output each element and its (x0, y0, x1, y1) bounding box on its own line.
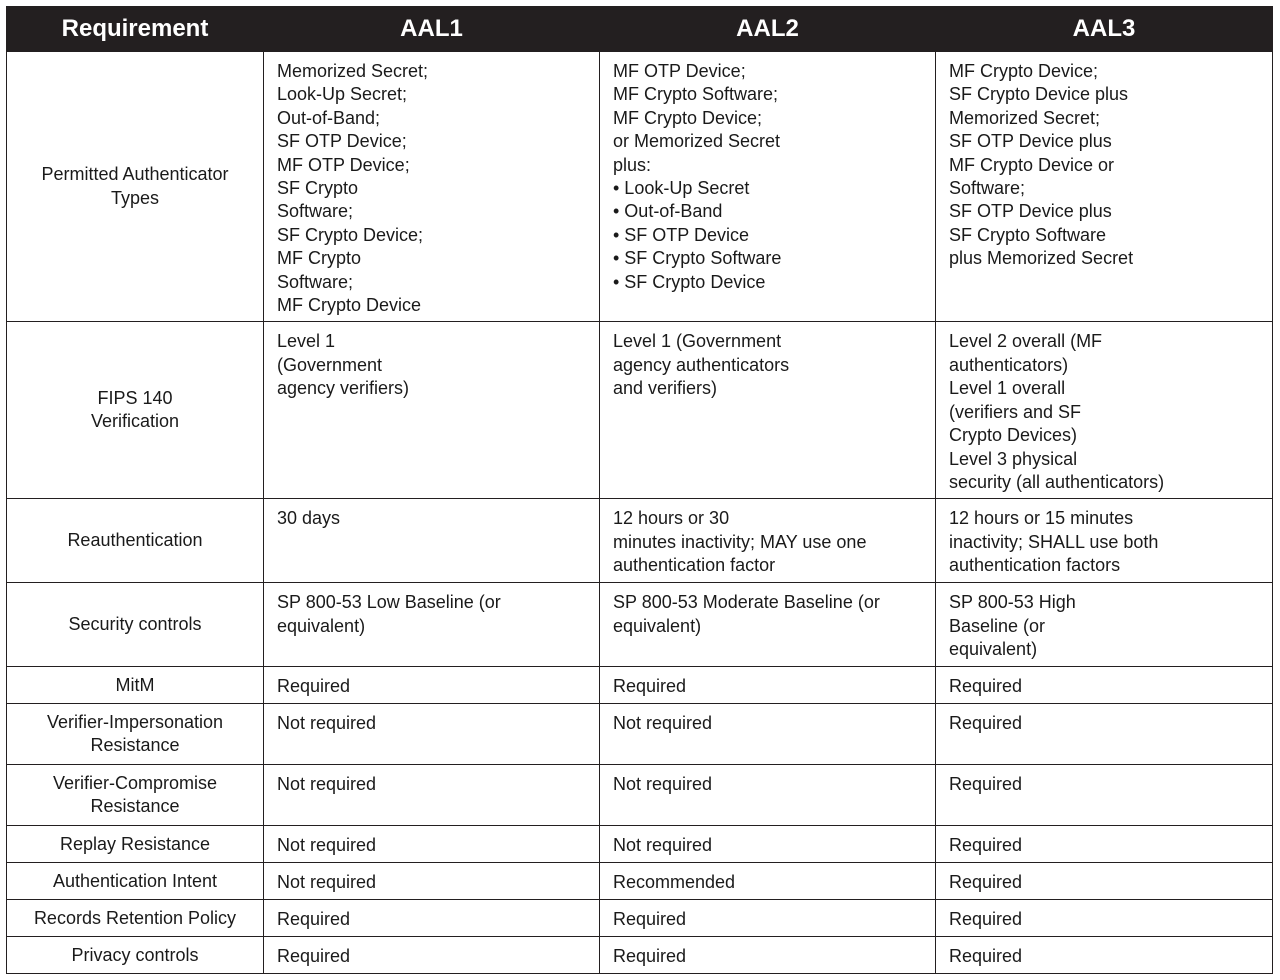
cell-line: Software; (277, 271, 354, 292)
cell-aal2 (600, 900, 936, 937)
cell-line: Required (949, 774, 1023, 795)
cell-line: Software; (277, 201, 354, 222)
cell-requirement (7, 826, 264, 863)
cell-line: SP 800-53 Low Baseline (or (277, 592, 501, 613)
cell-aal1 (264, 322, 600, 499)
cell-line: • SF Crypto Software (613, 248, 782, 269)
cell-aal3 (936, 704, 1273, 765)
cell-line: Records Retention Policy (33, 907, 237, 928)
cell-requirement (7, 863, 264, 900)
cell-line: Required (949, 835, 1023, 856)
table-row (7, 322, 1273, 499)
cell-line: Not required (613, 774, 713, 795)
cell-line: Not required (277, 774, 377, 795)
cell-line: Crypto Devices) (949, 425, 1078, 446)
header-aal2: AAL2 (600, 7, 936, 52)
cell-line: Verifier-Compromise (52, 773, 218, 794)
cell-line: Reauthentication (67, 530, 203, 551)
cell-line: Required (277, 946, 351, 967)
cell-aal3 (936, 765, 1273, 826)
cell-line: SF OTP Device plus (949, 131, 1112, 152)
cell-aal1 (264, 704, 600, 765)
cell-line: authentication factors (949, 555, 1121, 576)
cell-line: Out-of-Band; (277, 107, 381, 128)
cell-line: 30 days (277, 508, 341, 529)
cell-line: inactivity; SHALL use both (949, 531, 1159, 552)
cell-line: Required (949, 713, 1023, 734)
cell-aal1 (264, 765, 600, 826)
cell-line: Memorized Secret; (949, 107, 1101, 128)
cell-line: Level 1 overall (949, 378, 1066, 399)
cell-line: Baseline (or (949, 615, 1046, 636)
cell-aal1 (264, 900, 600, 937)
cell-line: Not required (277, 835, 377, 856)
table-row (7, 704, 1273, 765)
cell-aal2 (600, 826, 936, 863)
cell-line: Required (613, 946, 687, 967)
cell-requirement (7, 52, 264, 322)
cell-line: Required (277, 676, 351, 697)
cell-aal2 (600, 765, 936, 826)
cell-aal1 (264, 667, 600, 704)
cell-requirement (7, 499, 264, 583)
cell-line: Security controls (68, 614, 202, 635)
cell-aal2 (600, 704, 936, 765)
cell-line: Look-Up Secret; (277, 84, 408, 105)
cell-line: minutes inactivity; MAY use one (613, 531, 867, 552)
table-row (7, 499, 1273, 583)
cell-line: MF OTP Device; (613, 61, 746, 81)
table-row (7, 583, 1273, 667)
cell-line: Required (949, 946, 1023, 967)
cell-aal3 (936, 900, 1273, 937)
table-header (7, 7, 1273, 52)
cell-aal3 (936, 863, 1273, 900)
cell-line: (Government (277, 354, 383, 375)
table-row (7, 900, 1273, 937)
cell-requirement (7, 765, 264, 826)
cell-aal2 (600, 322, 936, 499)
cell-line: Recommended (613, 872, 736, 893)
cell-line: MF Crypto Device (277, 295, 422, 316)
cell-line: SP 800-53 High (949, 592, 1076, 613)
cell-aal3 (936, 52, 1273, 322)
cell-line: Not required (613, 835, 713, 856)
cell-line: Level 2 overall (MF (949, 331, 1103, 352)
header-aal3: AAL3 (936, 7, 1273, 52)
header-aal1: AAL1 (264, 7, 600, 52)
table-row (7, 937, 1273, 974)
cell-line: SP 800-53 Moderate Baseline (or (613, 592, 880, 613)
cell-requirement (7, 937, 264, 974)
cell-line: plus: (613, 154, 652, 175)
cell-requirement (7, 704, 264, 765)
cell-line: SF Crypto (277, 178, 359, 199)
cell-line: Verifier-Impersonation (46, 712, 224, 733)
cell-aal3 (936, 583, 1273, 667)
cell-line: SF OTP Device plus (949, 201, 1112, 222)
cell-line: • Look-Up Secret (613, 178, 750, 199)
table-row (7, 826, 1273, 863)
cell-aal2 (600, 667, 936, 704)
cell-line: Level 3 physical (949, 448, 1078, 469)
cell-aal3 (936, 322, 1273, 499)
cell-line: equivalent) (949, 639, 1038, 660)
table-row (7, 863, 1273, 900)
cell-line: • Out-of-Band (613, 201, 723, 222)
cell-line: • SF Crypto Device (613, 271, 766, 292)
cell-line: MF Crypto (277, 248, 362, 269)
cell-line: and verifiers) (613, 378, 718, 399)
aal-requirements-table (6, 6, 1273, 974)
cell-line: MF Crypto Device; (613, 107, 763, 128)
cell-aal1 (264, 52, 600, 322)
cell-line: Replay Resistance (59, 833, 211, 854)
cell-line: (verifiers and SF (949, 401, 1082, 422)
table-body (7, 52, 1273, 974)
cell-line: MF Crypto Software; (613, 84, 779, 105)
cell-aal3 (936, 667, 1273, 704)
cell-line: Level 1 (Government (613, 331, 782, 352)
cell-aal1 (264, 499, 600, 583)
cell-line: authenticators) (949, 354, 1069, 375)
table-row (7, 667, 1273, 704)
header-requirement: Requirement (7, 7, 264, 52)
cell-line: MitM (115, 674, 155, 695)
cell-aal3 (936, 826, 1273, 863)
table-row (7, 52, 1273, 322)
cell-requirement (7, 667, 264, 704)
cell-line: Memorized Secret; (277, 61, 429, 81)
cell-line: Privacy controls (71, 944, 199, 965)
cell-line: MF Crypto Device; (949, 61, 1099, 81)
cell-line: agency authenticators (613, 354, 790, 375)
cell-aal3 (936, 499, 1273, 583)
cell-line: Authentication Intent (52, 870, 218, 891)
cell-line: authentication factor (613, 555, 776, 576)
cell-line: SF OTP Device; (277, 131, 407, 152)
cell-aal2 (600, 937, 936, 974)
cell-line: agency verifiers) (277, 378, 410, 399)
cell-line: Types (110, 187, 160, 208)
cell-line: • SF OTP Device (613, 224, 750, 245)
cell-line: Not required (277, 713, 377, 734)
cell-aal2 (600, 499, 936, 583)
cell-line: Not required (613, 713, 713, 734)
cell-line: equivalent) (277, 615, 366, 636)
cell-aal2 (600, 52, 936, 322)
cell-line: equivalent) (613, 615, 702, 636)
cell-line: Level 1 (277, 331, 336, 352)
cell-aal2 (600, 583, 936, 667)
cell-line: Required (949, 872, 1023, 893)
cell-line: 12 hours or 15 minutes (949, 508, 1134, 529)
cell-aal1 (264, 937, 600, 974)
cell-requirement (7, 322, 264, 499)
cell-line: Resistance (90, 735, 180, 756)
cell-line: Required (949, 676, 1023, 697)
table-row (7, 765, 1273, 826)
cell-line: SF Crypto Device; (277, 224, 424, 245)
cell-requirement (7, 900, 264, 937)
cell-line: Resistance (90, 796, 180, 817)
cell-line: MF OTP Device; (277, 154, 410, 175)
cell-line: Verification (90, 411, 180, 432)
cell-line: security (all authenticators) (949, 471, 1165, 492)
cell-aal2 (600, 863, 936, 900)
cell-line: FIPS 140 (97, 388, 173, 409)
cell-aal1 (264, 583, 600, 667)
cell-aal3 (936, 937, 1273, 974)
cell-line: Required (613, 676, 687, 697)
cell-line: Required (613, 909, 687, 930)
cell-requirement (7, 583, 264, 667)
cell-line: Required (277, 909, 351, 930)
cell-line: SF Crypto Device plus (949, 84, 1129, 105)
cell-aal1 (264, 826, 600, 863)
header-row (7, 7, 1273, 52)
cell-line: Software; (949, 178, 1026, 199)
cell-line: 12 hours or 30 (613, 508, 730, 529)
cell-line: Permitted Authenticator (41, 164, 229, 185)
cell-line: Required (949, 909, 1023, 930)
cell-line: plus Memorized Secret (949, 248, 1134, 269)
cell-line: Not required (277, 872, 377, 893)
cell-aal1 (264, 863, 600, 900)
cell-line: or Memorized Secret (613, 131, 781, 152)
requirements-table-container (6, 6, 1272, 974)
cell-line: SF Crypto Software (949, 224, 1107, 245)
cell-line: MF Crypto Device or (949, 154, 1115, 175)
